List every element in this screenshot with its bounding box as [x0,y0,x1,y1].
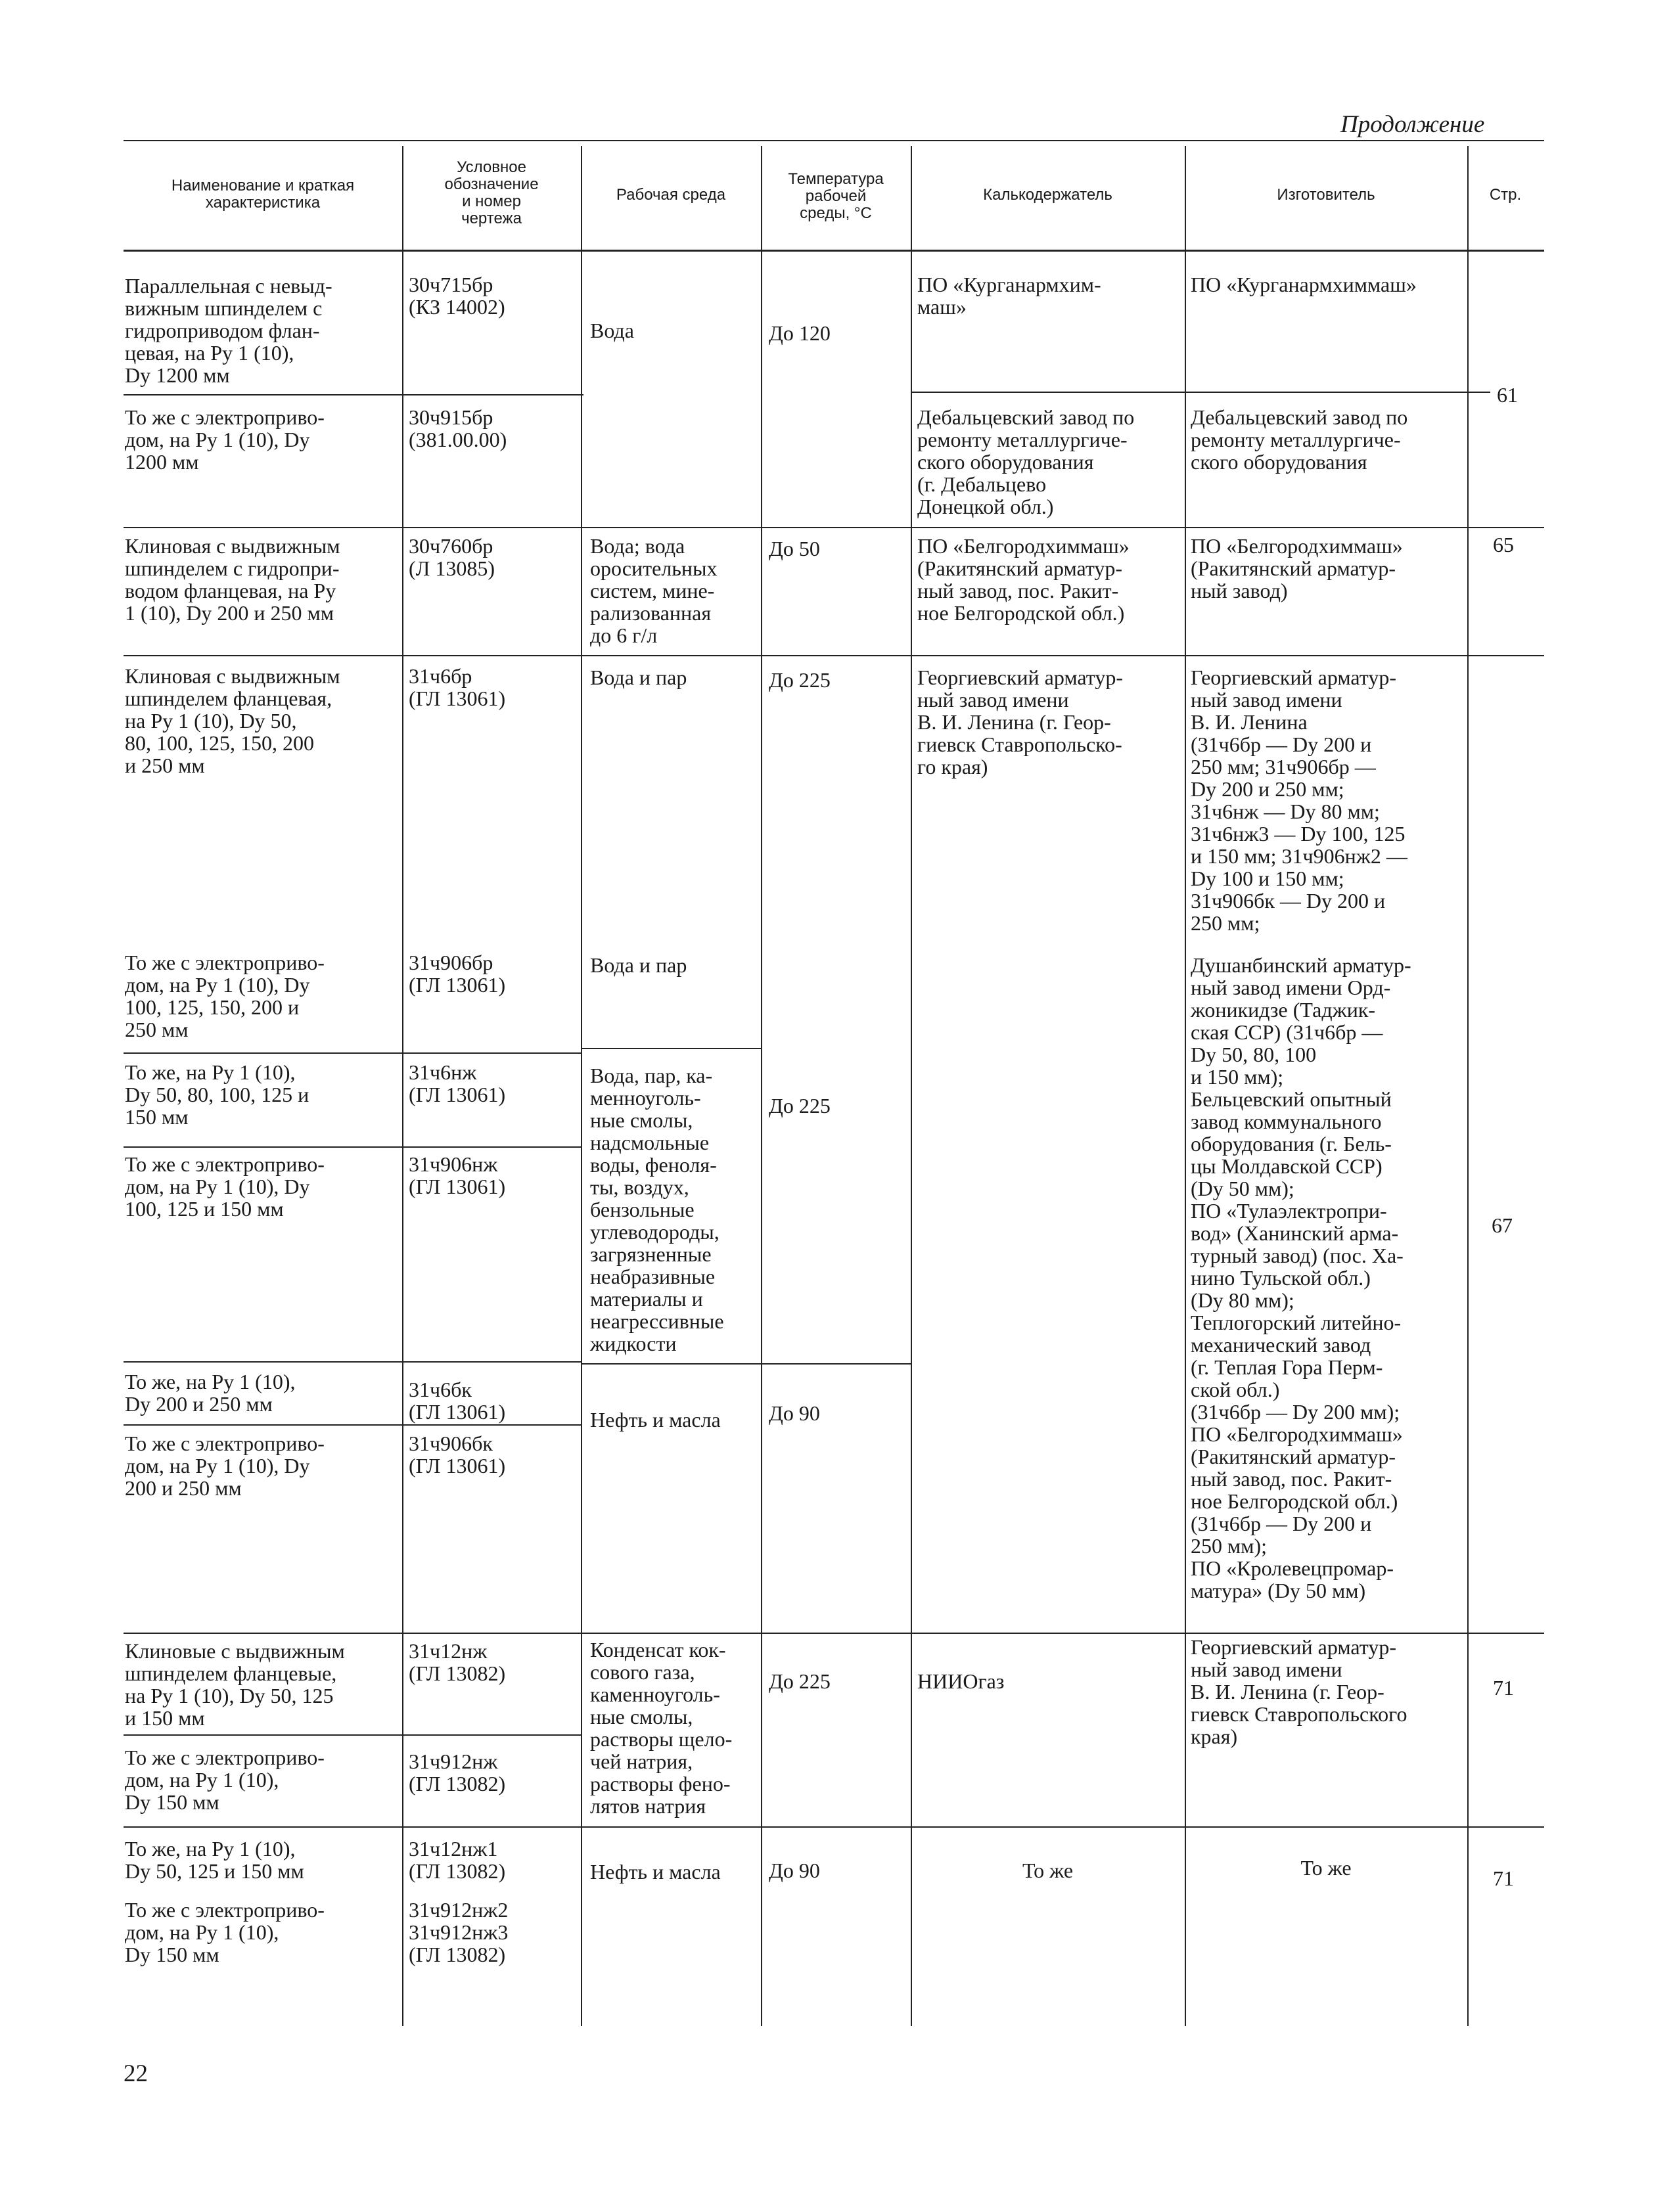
cell-medium: Конденсат кок- сового газа, каменноуголь- ные смолы, растворы щело- чей натрия, растворы фено- лятов натрия [590,1638,733,1818]
header-name: Наименование и краткая характеристика [171,177,355,212]
cell-name: Клиновые с выдвижным шпинделем фланцевые, на Pу 1 (10), Dу 50, 125 и 150 мм [125,1639,345,1730]
header-medium: Рабочая среда [616,186,726,204]
column-divider [761,146,762,2026]
cell-medium: Вода; вода оросительных систем, мине- рализованная до 6 г/л [590,534,718,647]
header-bottom-rule [124,250,1544,252]
cell-holder: Георгиевский арматур- ный завод имени В. И. Ленина (г. Геор- гиевск Ставропольско- го края) [917,666,1123,779]
row-divider [124,1633,1544,1634]
cell-name: То же, на Pу 1 (10), Dу 50, 80, 100, 125 и 150 мм [125,1060,309,1129]
table-top-rule [124,140,1544,141]
cell-holder: То же [1022,1859,1074,1882]
cell-medium: Вода и пар [590,666,687,689]
cell-temperature: До 90 [769,1401,820,1425]
cell-name: Параллельная с невыд- вижным шпинделем с гидроприводом флан- цевая, на Pу 1 (10), Dу 1200 мм [125,274,332,387]
cell-designation: 31ч12нж (ГЛ 13082) [409,1639,506,1685]
header-temperature: Температура рабочей среды, °С [788,170,884,222]
cell-manufacturer: ПО «Курганармхиммаш» [1191,273,1417,296]
cell-name: То же с электроприво- дом, на Pу 1 (10), Dу 200 и 250 мм [125,1432,325,1500]
cell-divider [124,1361,581,1363]
header-manufacturer: Изготовитель [1277,186,1375,204]
cell-temperature: До 50 [769,537,820,560]
cell-designation: 31ч912нж2 31ч912нж3 (ГЛ 13082) [409,1898,509,1966]
cell-name: То же с электроприво- дом, на Pу 1 (10), Dу 100, 125 и 150 мм [125,1152,325,1221]
cell-designation: 30ч760бр (Л 13085) [409,534,495,580]
cell-divider [762,1363,911,1365]
cell-divider [912,392,1490,393]
page-number: 22 [124,2060,148,2087]
cell-designation: 31ч6нж (ГЛ 13061) [409,1060,506,1106]
cell-holder: НИИОгаз [917,1669,1005,1693]
cell-manufacturer: Душанбинский арматур- ный завод имени Орд- жоникидзе (Таджик- ская ССР) (31ч6бр — Dу 50, 80, 100 и 150 мм); Бельцевский опытный завод коммунального оборудования (г. Бель- цы Молдавской ССР) (Dу 50 мм); ПО «Тулаэлектропри- вод» (Ханинский арма- турный завод) (пос. Ха- нино Тульской обл.) (Dу 80 мм); Теплогорский литейно- механический завод (г. Теплая Гора Перм- ской обл.) (31ч6бр — Dу 200 мм); ПО «Белгородхиммаш» (Ракитянский арматур- ный завод, пос. Ракит- ное Белгородской обл.) (31ч6бр — Dу 200 и 250 мм); ПО «Кролевецпромар- матура» (Dу 50 мм) [1191,953,1411,1602]
cell-name: То же, на Pу 1 (10), Dу 200 и 250 мм [125,1370,296,1416]
cell-page: 71 [1493,1676,1514,1700]
cell-designation: 31ч906нж (ГЛ 13061) [409,1152,506,1198]
cell-designation: 30ч915бр (381.00.00) [409,405,507,451]
cell-name: Клиновая с выдвижным шпинделем фланцевая, на Pу 1 (10), Dу 50, 80, 100, 125, 150, 200 и 250 мм [125,664,340,777]
column-divider [581,146,582,2026]
cell-manufacturer: Георгиевский арматур- ный завод имени В. И. Ленина (31ч6бр — Dу 200 и 250 мм; 31ч906бр — Dу 200 и 250 мм; 31ч6нж — Dу 80 мм; 31ч6нж3 — Dу 100, 125 и 150 мм; 31ч906нж2 — Dу 100 и 150 мм; 31ч906бк — Dу 200 и 250 мм; [1191,666,1407,935]
cell-manufacturer: Дебальцевский завод по ремонту металлургиче- ского оборудования [1191,405,1408,474]
cell-temperature: До 120 [769,321,831,345]
column-divider [911,146,912,2026]
row-divider [124,1826,1544,1828]
cell-divider [581,1363,762,1365]
column-divider [402,146,403,2026]
cell-manufacturer: То же [1300,1856,1352,1880]
cell-name: То же, на Pу 1 (10), Dу 50, 125 и 150 мм [125,1837,304,1883]
cell-designation: 31ч906бк (ГЛ 13061) [409,1432,506,1478]
cell-divider [124,1146,581,1148]
header-page: Стр. [1489,186,1522,204]
cell-divider [124,1052,581,1054]
cell-medium: Вода и пар [590,953,687,977]
cell-holder: ПО «Курганармхим- маш» [917,273,1101,319]
cell-page: 65 [1493,533,1514,556]
cell-divider [124,1424,581,1426]
cell-temperature: До 225 [769,668,831,692]
cell-temperature: До 225 [769,1669,831,1693]
cell-holder: ПО «Белгородхиммаш» (Ракитянский арматур- ный завод, пос. Ракит- ное Белгородской обл.) [917,534,1130,625]
row-divider [124,655,1544,656]
cell-divider [124,1734,581,1736]
cell-page: 71 [1493,1866,1514,1890]
cell-holder: Дебальцевский завод по ремонту металлургиче- ского оборудования (г. Дебальцево Донецкой обл.) [917,405,1135,518]
cell-name: То же с электроприво- дом, на Pу 1 (10), Dу 150 мм [125,1898,325,1966]
continuation-label: Продолжение [1340,111,1485,138]
cell-designation: 30ч715бр (КЗ 14002) [409,273,505,319]
cell-designation: 31ч6бр (ГЛ 13061) [409,664,506,710]
cell-manufacturer: ПО «Белгородхиммаш» (Ракитянский арматур- ный завод) [1191,534,1403,602]
column-divider [1467,146,1469,2026]
cell-page: 61 [1497,383,1518,407]
row-divider [124,527,1544,528]
cell-medium: Вода, пар, ка- менноуголь- ные смолы, надсмольные воды, феноля- ты, воздух, бензольные углеводороды, загрязненные неабразивные материалы и неагрессивные жидкости [590,1064,724,1355]
cell-name: То же с электроприво- дом, на Pу 1 (10), Dу 150 мм [125,1746,325,1814]
header-holder: Калькодержатель [983,186,1112,204]
cell-manufacturer: Георгиевский арматур- ный завод имени В. И. Ленина (г. Геор- гиевск Ставропольского края) [1191,1635,1407,1748]
cell-temperature: До 225 [769,1094,831,1117]
cell-divider [124,394,583,395]
cell-medium: Нефть и масла [590,1408,721,1432]
cell-name: То же с электроприво- дом, на Pу 1 (10), Dу 100, 125, 150, 200 и 250 мм [125,951,325,1041]
cell-medium: Вода [590,319,634,342]
header-designation: Условное обозначение и номер чертежа [444,158,539,227]
cell-designation: 31ч6бк (ГЛ 13061) [409,1378,506,1424]
cell-designation: 31ч906бр (ГЛ 13061) [409,951,506,997]
cell-divider [581,1048,762,1049]
cell-designation: 31ч12нж1 (ГЛ 13082) [409,1837,506,1883]
cell-page: 67 [1492,1213,1513,1237]
cell-medium: Нефть и масла [590,1860,721,1884]
cell-designation: 31ч912нж (ГЛ 13082) [409,1749,506,1795]
cell-name: Клиновая с выдвижным шпинделем с гидропри- водом фланцевая, на Pу 1 (10), Dу 200 и 250 мм [125,534,340,625]
cell-name: То же с электроприво- дом, на Pу 1 (10), Dу 1200 мм [125,405,325,474]
cell-temperature: До 90 [769,1859,820,1882]
column-divider [1185,146,1186,2026]
